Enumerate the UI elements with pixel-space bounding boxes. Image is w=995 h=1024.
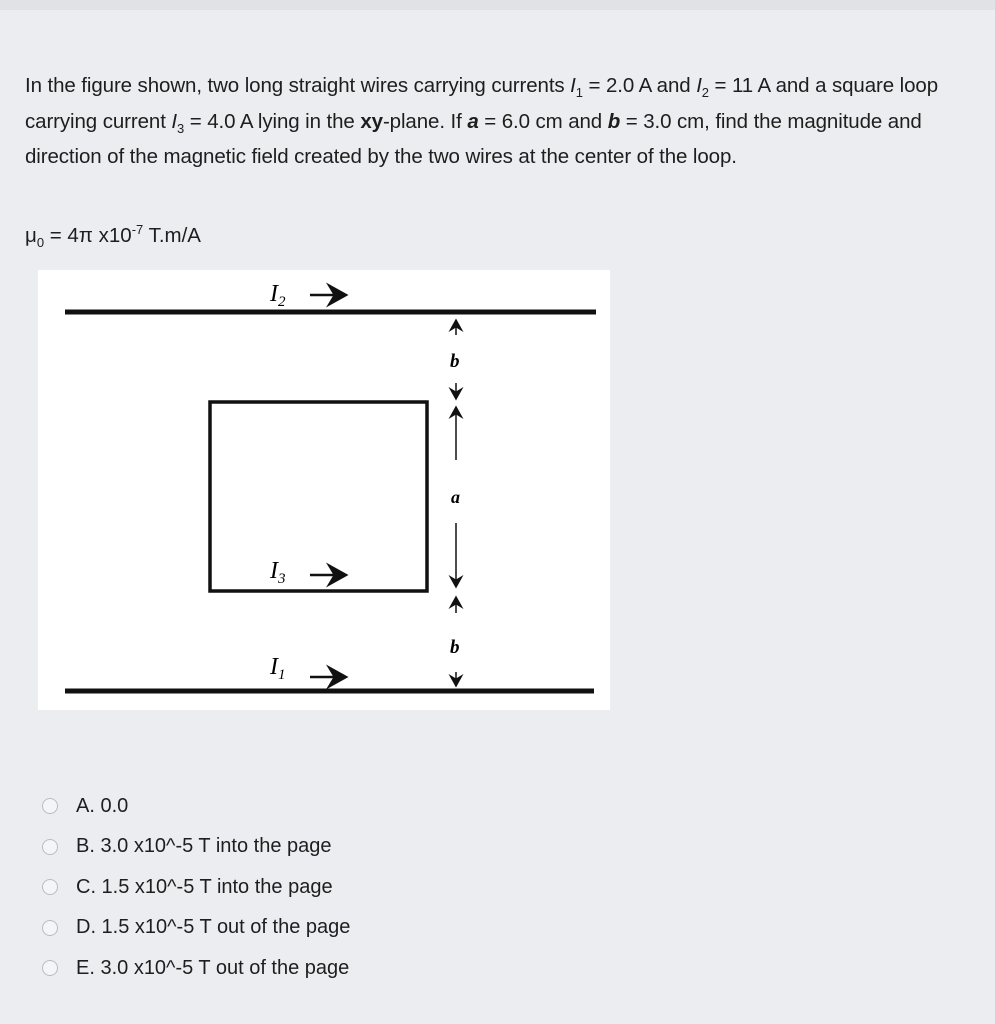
question-seg: = 4.0 A lying in the — [184, 109, 361, 133]
question-text — [25, 68, 970, 175]
mu-value: = 4π x10 — [44, 224, 132, 247]
answer-options — [42, 786, 350, 989]
radio-button[interactable] — [42, 920, 58, 936]
mu-sub: 0 — [36, 235, 45, 251]
var-b: b — [607, 109, 621, 133]
option-label: E. 3.0 x10^-5 T out of the page — [76, 956, 350, 979]
xy-plane: xy — [360, 109, 383, 133]
option-d[interactable] — [42, 908, 350, 949]
question-seg: In the figure shown, two long straight wires carrying currents — [25, 74, 571, 97]
var-a: a — [467, 109, 479, 133]
label-i2: $I_2$ — [270, 281, 286, 310]
question-seg: = 11 A and a square loop carrying current — [25, 74, 939, 133]
option-b[interactable] — [42, 827, 350, 868]
radio-button[interactable] — [42, 798, 58, 814]
label-i1: $I_1$ — [270, 654, 286, 683]
option-label: A. 0.0 — [76, 794, 129, 817]
option-c[interactable] — [42, 867, 350, 908]
mu-symbol: μ — [25, 224, 37, 247]
var-i3: I — [171, 109, 178, 133]
option-label: B. 3.0 x10^-5 T into the page — [76, 835, 332, 858]
radio-button[interactable] — [42, 960, 58, 976]
label-b-bottom: b — [450, 637, 460, 658]
var-i2: I — [696, 74, 702, 97]
radio-button[interactable] — [42, 839, 58, 855]
sub-2: 2 — [701, 85, 709, 101]
label-a: a — [451, 487, 460, 507]
mu-unit: T.m/A — [143, 224, 201, 247]
square-loop — [210, 402, 427, 591]
mu-exponent: -7 — [131, 222, 144, 238]
mu-constant — [25, 222, 201, 251]
question-seg: = 3.0 cm, find the magnitude and direction of the magnetic field created by the two wires at the center of the loop. — [25, 109, 922, 168]
wire-loop-figure — [38, 270, 610, 710]
option-label: C. 1.5 x10^-5 T into the page — [76, 875, 333, 898]
option-a[interactable] — [42, 786, 350, 827]
figure-svg — [38, 270, 610, 710]
top-strip — [0, 0, 995, 10]
option-e[interactable] — [42, 948, 350, 989]
label-i3: $I_3$ — [270, 558, 286, 587]
sub-1: 1 — [575, 85, 583, 101]
radio-button[interactable] — [42, 879, 58, 895]
question-seg: = 2.0 A and — [582, 74, 697, 97]
label-b-top: b — [450, 351, 460, 372]
question-seg: -plane. If — [382, 109, 468, 133]
option-label: D. 1.5 x10^-5 T out of the page — [76, 916, 351, 939]
question-seg: = 6.0 cm and — [478, 109, 608, 133]
var-i1: I — [570, 74, 576, 97]
sub-3: 3 — [177, 120, 185, 136]
